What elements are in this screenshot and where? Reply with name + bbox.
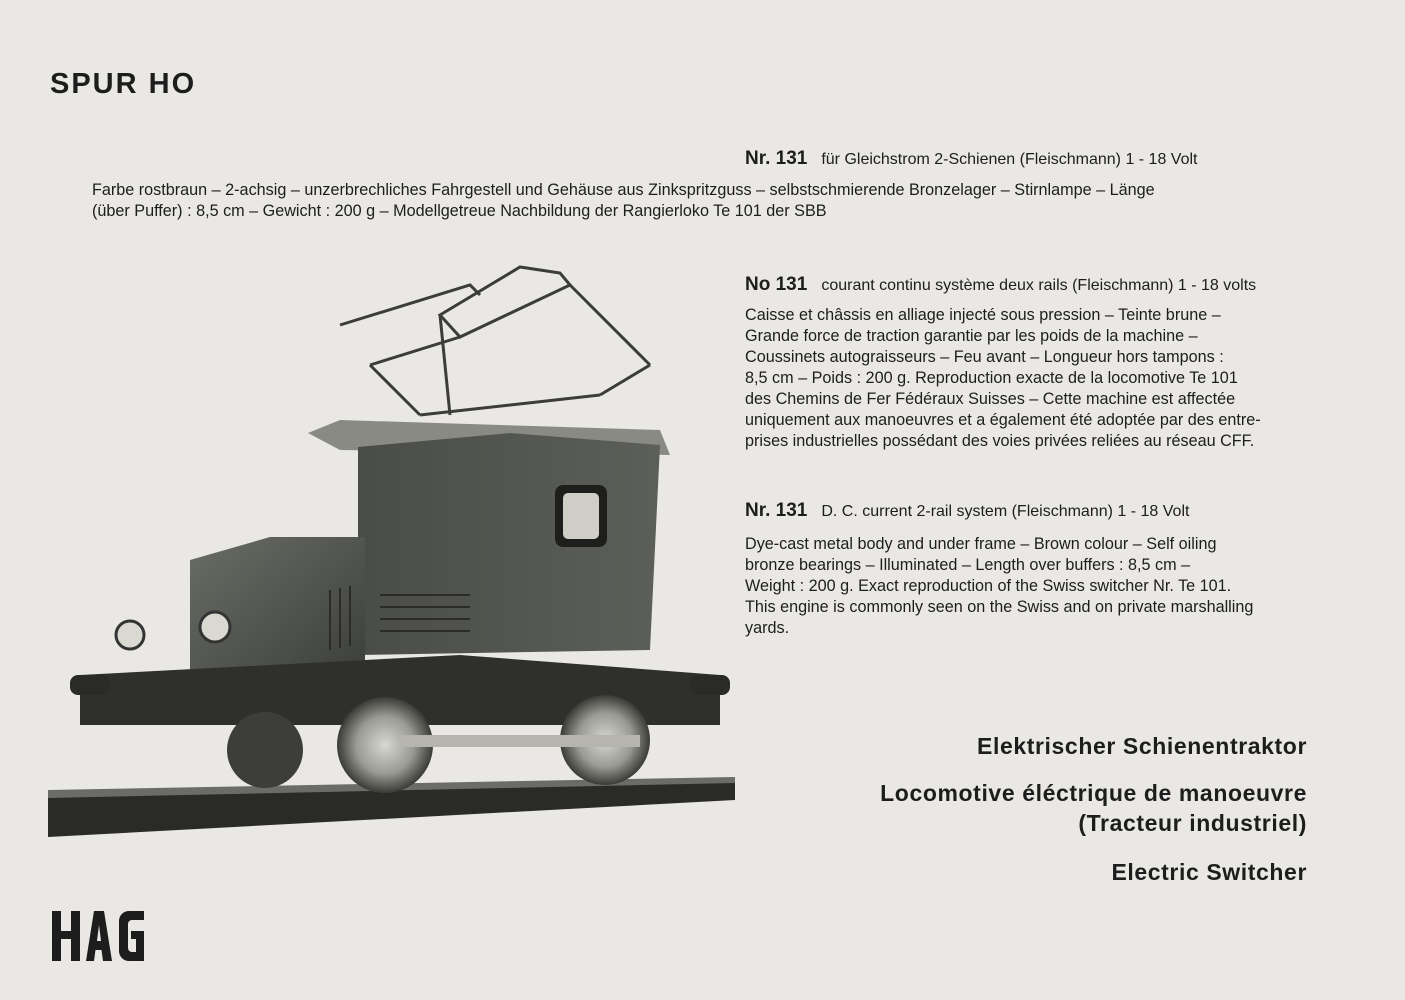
french-line: 8,5 cm – Poids : 200 g. Reproduction exacte de la locomotive Te 101 <box>745 369 1238 387</box>
german-header <box>745 148 1197 170</box>
title-german: Elektrischer Schienentraktor <box>977 733 1307 759</box>
english-description <box>745 534 1253 639</box>
english-nr: Nr. 131 <box>745 500 808 521</box>
french-line: uniquement aux manoeuvres et a également été adoptée par des entre- <box>745 411 1261 429</box>
french-line: prises industrielles possédant des voies privées reliées au réseau CFF. <box>745 432 1255 450</box>
english-line: Dye-cast metal body and under frame – Brown colour – Self oiling <box>745 535 1217 553</box>
page-heading: SPUR HO <box>50 68 197 100</box>
french-header-text: courant continu système deux rails (Fleischmann) 1 - 18 volts <box>821 277 1257 294</box>
pantograph <box>340 267 650 415</box>
french-description <box>745 305 1261 452</box>
german-line: Farbe rostbraun – 2-achsig – unzerbrechliches Fahrgestell und Gehäuse aus Zinkspritzguss – selbstschmierende Bronzelager – Stirnlampe – Länge <box>92 181 1155 199</box>
french-line: des Chemins de Fer Fédéraux Suisses – Cette machine est affectée <box>745 390 1236 408</box>
hag-logo <box>48 905 148 967</box>
english-header-text: D. C. current 2-rail system (Fleischmann) 1 - 18 Volt <box>821 503 1190 520</box>
german-line: (über Puffer) : 8,5 cm – Gewicht : 200 g – Modellgetreue Nachbildung der Rangierloko Te 101 der SBB <box>92 202 827 220</box>
title-french-line1: Locomotive éléctrique de manoeuvre <box>880 780 1307 806</box>
french-header <box>745 274 1256 296</box>
english-header <box>745 500 1189 522</box>
french-line: Grande force de traction garantie par les poids de la machine – <box>745 327 1198 345</box>
german-header-text: für Gleichstrom 2-Schienen (Fleischmann) 1 - 18 Volt <box>821 151 1198 168</box>
english-line: bronze bearings – Illuminated – Length over buffers : 8,5 cm – <box>745 556 1191 574</box>
title-english: Electric Switcher <box>1111 859 1307 885</box>
english-line: Weight : 200 g. Exact reproduction of the Swiss switcher Nr. Te 101. <box>745 577 1232 595</box>
english-line: yards. <box>745 619 790 637</box>
german-description <box>92 180 1155 222</box>
locomotive-photo <box>40 255 740 845</box>
english-line: This engine is commonly seen on the Swiss and on private marshalling <box>745 598 1254 616</box>
title-french-line2: (Tracteur industriel) <box>1078 810 1307 836</box>
side-rod <box>400 735 640 747</box>
french-line: Coussinets autograisseurs – Feu avant – Longueur hors tampons : <box>745 348 1224 366</box>
french-line: Caisse et châssis en alliage injecté sous pression – Teinte brune – <box>745 306 1221 324</box>
french-nr: No 131 <box>745 274 808 295</box>
german-nr: Nr. 131 <box>745 148 808 169</box>
